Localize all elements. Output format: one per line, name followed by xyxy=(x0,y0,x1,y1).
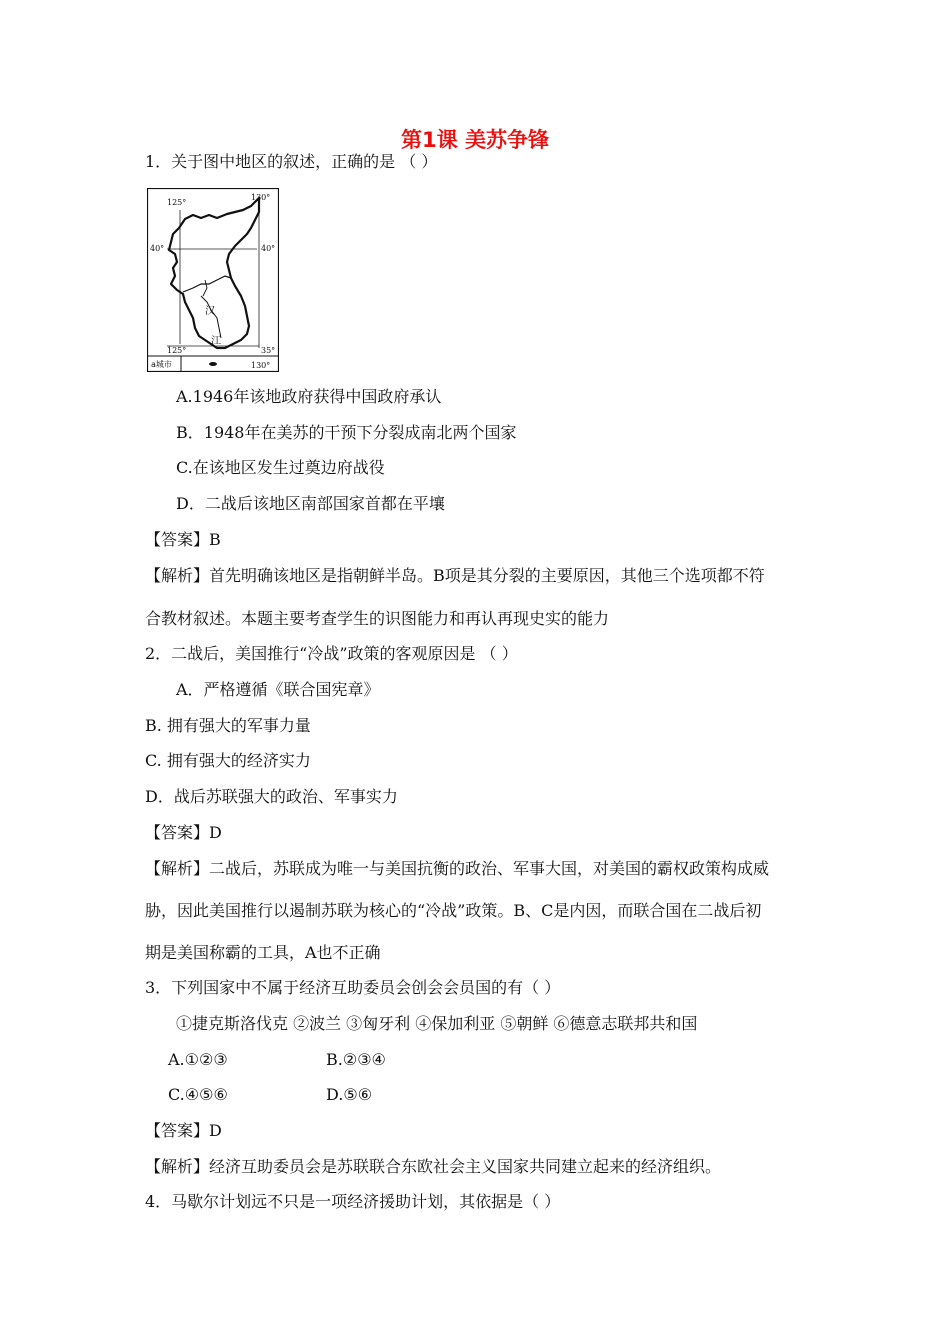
question-1-option-a: A.1946年该地政府获得中国政府承认 xyxy=(176,387,442,406)
question-1-option-c: C.在该地区发生过奠边府战役 xyxy=(176,458,385,477)
question-2-analysis-line-3: 期是美国称霸的工具，A也不正确 xyxy=(145,943,381,962)
question-2-option-b: B. 拥有强大的军事力量 xyxy=(145,716,311,735)
question-3-option-a: A.①②③ xyxy=(168,1050,228,1069)
map-label-130-bottom: 130° xyxy=(251,361,271,370)
question-2-option-c: C. 拥有强大的经济实力 xyxy=(145,751,311,770)
question-1-stem: 1．关于图中地区的叙述，正确的是 （ ） xyxy=(145,152,438,171)
question-2-answer: 【答案】D xyxy=(145,823,222,842)
map-label-125-top: 125° xyxy=(167,198,187,207)
map-label-35: 35° xyxy=(261,346,276,355)
question-3-analysis-line-1: 【解析】经济互助委员会是苏联联合东欧社会主义国家共同建立起来的经济组织。 xyxy=(145,1157,722,1176)
map-legend: a城市 xyxy=(151,360,172,369)
map-label-125-bottom: 125° xyxy=(167,346,187,355)
question-3-answer: 【答案】D xyxy=(145,1121,222,1140)
question-1-answer: 【答案】B xyxy=(145,530,221,549)
map-label-130-top: 130° xyxy=(251,193,271,202)
question-2-analysis-line-2: 胁，因此美国推行以遏制苏联为核心的“冷战”政策。B、C是内因，而联合国在二战后初 xyxy=(145,901,762,920)
question-3-option-d: D.⑤⑥ xyxy=(326,1085,373,1104)
map-river-label-2: 江 xyxy=(211,336,221,347)
page-title: 第1课 美苏争锋 xyxy=(401,128,549,152)
question-3-option-c: C.④⑤⑥ xyxy=(168,1085,228,1104)
question-1-analysis-line-1: 【解析】首先明确该地区是指朝鲜半岛。B项是其分裂的主要原因，其他三个选项都不符 xyxy=(145,566,765,585)
question-1-option-b: B．1948年在美苏的干预下分裂成南北两个国家 xyxy=(176,423,517,442)
question-2-option-d: D．战后苏联强大的政治、军事实力 xyxy=(145,787,398,806)
question-1-analysis-line-2: 合教材叙述。本题主要考查学生的识图能力和再认再现史实的能力 xyxy=(145,609,610,628)
question-2-option-a: A．严格遵循《联合国宪章》 xyxy=(176,680,380,699)
question-3-stem: 3．下列国家中不属于经济互助委员会创会会员国的有（ ） xyxy=(145,978,561,997)
question-4-stem: 4．马歇尔计划远不只是一项经济援助计划，其依据是（ ） xyxy=(145,1192,561,1211)
map-river-label-1: 汉 xyxy=(205,306,215,317)
map-label-40-left: 40° xyxy=(150,244,165,253)
map-label-40-right: 40° xyxy=(261,244,276,253)
question-1-option-d: D．二战后该地区南部国家首都在平壤 xyxy=(176,494,445,513)
question-2-analysis-line-1: 【解析】二战后，苏联成为唯一与美国抗衡的政治、军事大国，对美国的霸权政策构成威 xyxy=(145,859,770,878)
question-2-stem: 2．二战后，美国推行“冷战”政策的客观原因是 （ ） xyxy=(145,644,518,663)
question-3-option-b: B.②③④ xyxy=(326,1050,386,1069)
question-3-country-list: ①捷克斯洛伐克 ②波兰 ③匈牙利 ④保加利亚 ⑤朝鲜 ⑥德意志联邦共和国 xyxy=(176,1014,698,1033)
korea-map xyxy=(147,188,279,372)
